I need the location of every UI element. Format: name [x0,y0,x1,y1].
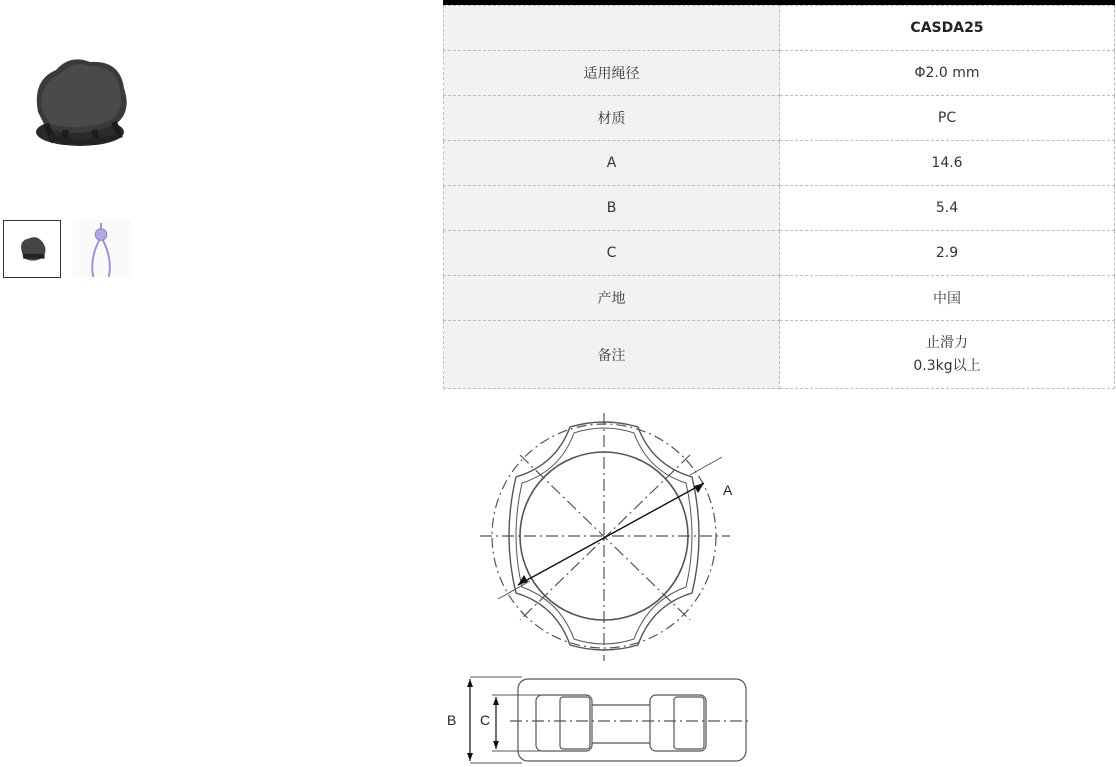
header-label-cell [444,6,780,51]
table-row [444,231,1115,276]
note-label: 备注 [444,321,780,389]
row-value: 5.4 [780,186,1115,231]
row-label: 材质 [444,96,780,141]
table-row [444,186,1115,231]
table-row [444,96,1115,141]
row-label: C [444,231,780,276]
row-value: PC [780,96,1115,141]
dimension-label-a: A [723,482,733,498]
note-value [780,321,1115,389]
table-header-row [444,6,1115,51]
table-row [444,51,1115,96]
table-row [444,141,1115,186]
thumbnail-purple-cord[interactable] [73,220,131,278]
table-row-note [444,321,1115,389]
note-line: 止滑力 [926,334,968,351]
product-main-image [20,40,140,160]
row-value: 2.9 [780,231,1115,276]
row-value: 中国 [780,276,1115,321]
thumbnail-black-cord-lock[interactable] [3,220,61,278]
model-name: CASDA25 [780,6,1115,51]
row-label: A [444,141,780,186]
table-row [444,276,1115,321]
product-gallery [0,0,440,767]
row-label: B [444,186,780,231]
technical-drawing [440,405,770,767]
dimension-label-b: B [447,712,457,728]
spec-table [443,0,1115,389]
row-label: 产地 [444,276,780,321]
dimension-label-c: C [480,712,491,728]
row-label: 适用绳径 [444,51,780,96]
row-value: 14.6 [780,141,1115,186]
row-value: Φ2.0 mm [780,51,1115,96]
note-line: 0.3kg以上 [913,357,981,374]
